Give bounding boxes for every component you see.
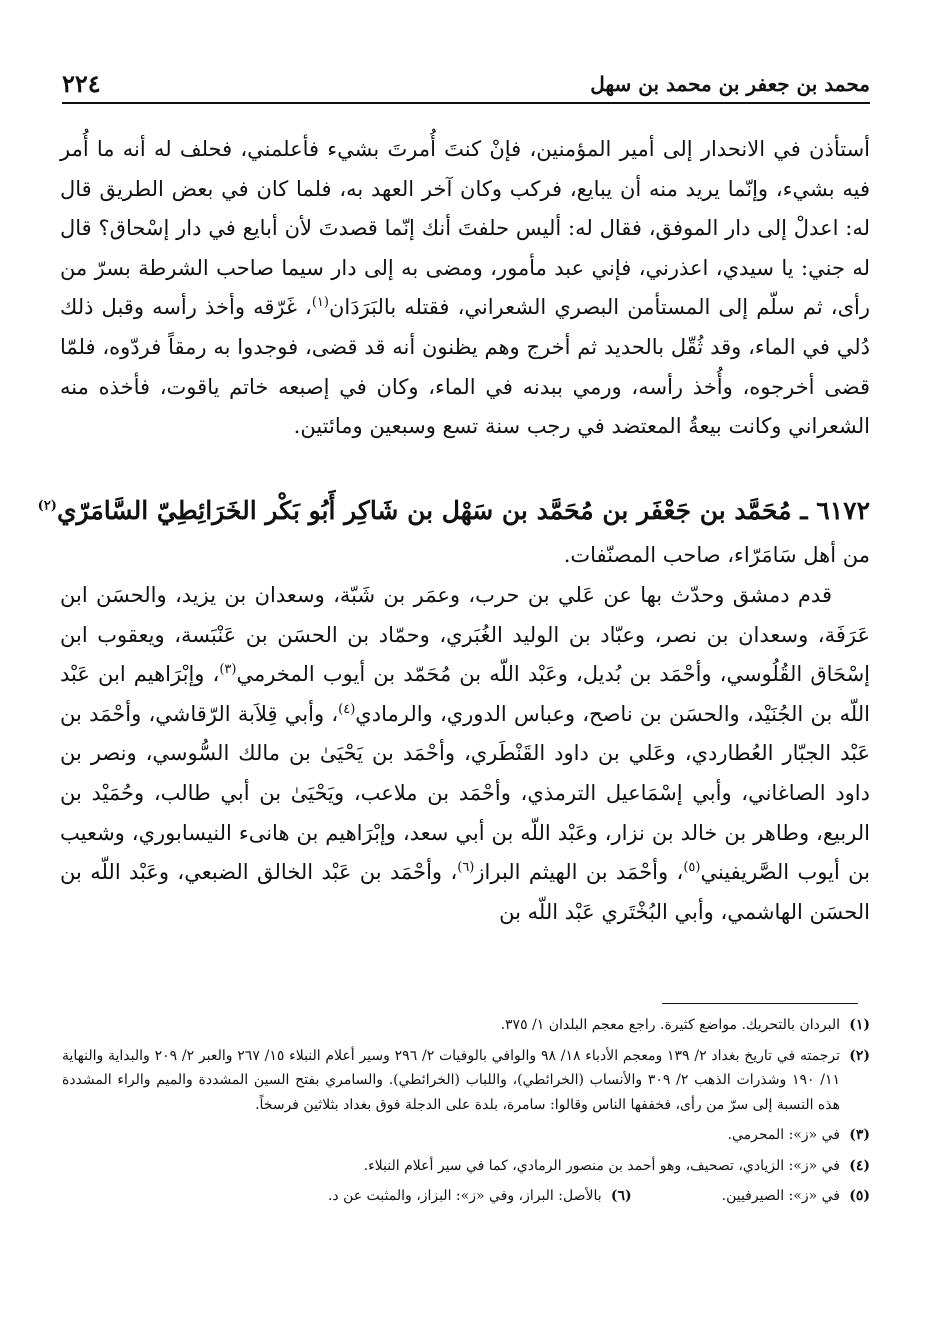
footnote-row [62,1184,870,1209]
paragraph-text: ، وأحْمَد بن عَبْد الخالق الضبعي، وعَبْد اللّه بن الحسَن الهاشمي، وأبي البُخْتَري عَبْد اللّه بن [60,860,870,924]
footnote-ref-5: (٥) [683,860,701,876]
footnote-text: البردان بالتحريك. مواضع كثيرة. راجع معجم البلدان ١/ ٣٧٥. [500,1017,840,1033]
main-text [37,130,871,932]
paragraph-text: ، وإبْرَاهيم ابن عَبْد اللّه بن الجُنَيْد، والحسَن بن ناصح، وعباس الدوري، والرمادي [60,662,870,726]
paragraph-text: قدم دمشق وحدّث بها عن عَلي بن حرب، وعمَر بن شَبّة، وسعدان بن يزيد، والحسَن ابن عَرَفَة، وسعدان بن نصر، وعبّاد بن الوليد الغُبَري، وحمّاد بن الحسَن بن عَنْبَسة، ويعقوب ابن إسْحَاق القُلُوسي، وأحْمَد بن بُديل، وعَبْد اللّه بن مُحَمّد بن أيوب المخرمي [60,583,870,687]
footnote-number: (١) [849,1017,870,1033]
footnote-text: بالأصل: البراز، وفي «ز»: البزاز، والمثبت عن د. [327,1188,602,1204]
footnote-2 [62,1044,870,1118]
footnote-ref-3: (٣) [219,662,237,678]
footnotes [62,1013,870,1209]
paragraph-text: أستأذن في الانحدار إلى أمير المؤمنين، فإنْ كنتَ أُمرتَ بشيء فأعلمني، فحلف له أنه ما أُمر فيه بشيء، وإنّما يريد منه أن يبايع، فركب وكان آخر العهد به، فلما كان في بعض الطريق قال له: اعدلْ إلى دار الموفق، فقال له: أليس حلفتَ أنك إنّما قصدتَ لأن أبايع في دار إسْحاق؟ قال له جني: يا سيدي، اعذرني، فإني عبد مأمور، ومضى به إلى دار سيما صاحب الشرطة بسرّ من رأى، ثم سلّم إلى المستأمن البصري الشعراني، فقتله بالبَرَدَان [60,137,870,320]
entry-subline: من أهل سَامَرّاء، صاحب المصنّفات. [563,543,870,567]
footnote-text: في «ز»: الزيادي، تصحيف، وهو أحمد بن منصور الرمادي، كما في سير أعلام النبلاء. [363,1157,840,1174]
footnote-number: (٣) [849,1127,870,1143]
page-header [62,56,870,104]
footnote-number: (٤) [849,1157,870,1174]
footnote-1 [62,1013,870,1038]
footnote-ref-4: (٤) [338,701,356,717]
footnote-number: (٦) [610,1188,632,1204]
footnote-divider [662,1003,858,1004]
footnote-text: في «ز»: الصيرفيين. [721,1188,840,1204]
paragraph-continuation [60,130,870,486]
footnote-ref-2: (٢) [37,498,57,514]
footnote-3 [62,1123,870,1148]
paragraph-text: ، وأبي قِلاَبة الرّقاشي، وأحْمَد بن عَبْد الجبّار العُطاردي، وعَلي بن داود القَنْطَري، وأحْمَد بن يَحْيَىٰ بن مالك السُّوسي، ونصر بن داود الصاغاني، وأبي إسْمَاعيل الترمذي، وأحْمَد بن ملاعب، ويَحْيَىٰ بن أبي طالب، وحُمَيْد بن الربيع، وطاهر بن خالد بن نزار، وعَبْد اللّه بن أبي سعد، وإبْرَاهيم بن هانىء النيسابوري، وشعيب بن أيوب الصَّريفيني [60,701,871,885]
footnote-ref-6: (٦) [457,860,475,876]
footnote-6 [328,1184,632,1209]
footnote-number: (٥) [849,1188,870,1204]
footnote-text: ترجمته في تاريخ بغداد ٢/ ١٣٩ ومعجم الأدباء ١٨/ ٩٨ والوافي بالوفيات ٢/ ٢٩٦ وسير أعلام النبلاء ١٥/ ٢٦٧ والعبر ٢/ ٢٠٩ والبداية والنهاية ١١/ ١٩٠ وشذرات الذهب ٢/ ٣٠٩ والأنساب (الخرائطي)، واللباب (الخرائطي). والسامري بفتح السين المشددة والميم والراء المشددة هذه النسبة إلى سرّ من رأى، فخففها الناس وقالوا: سامرة، بلدة على الدجلة فوق بغداد بثلاثين فرسخاً. [62,1047,841,1113]
entry-heading [37,488,870,534]
footnote-4 [62,1154,870,1179]
footnote-number: (٢) [849,1047,870,1064]
running-title: محمد بن جعفر بن محمد بن سهل [590,72,870,96]
footnote-5 [722,1184,870,1209]
paragraph-text: ، وأحْمَد بن الهيثم البراز [474,860,684,885]
page-number: ٢٢٤ [62,69,101,98]
paragraph-text: ، غَرّقه وأخذ رأسه وقبل ذلك دُلي في الماء، وقد ثُقّل بالحديد ثم أخرج وهم يظنون أنه قد قضى، فوجدوا به رمقاً فردّوه، فلمّا قضى أخرجوه، وأُخذ رأسه، ورمي ببدنه في الماء، وكان في إصبعه خاتم ياقوت، فأخذه منه الشعراني وكانت بيعةُ المعتضد في رجب سنة تسع وسبعين ومائتين. [60,295,870,439]
footnote-text: في «ز»: المحرمي. [727,1127,840,1143]
footnote-ref-1: (١) [311,295,329,311]
paragraph-entry-body [60,576,870,932]
entry-title: ٦١٧٢ ـ مُحَمَّد بن جَعْفَر بن مُحَمَّد بن سَهْل بن شَاكِر أَبُو بَكْر الخَرَائِطِيّ السَّامَرّي [56,496,870,525]
